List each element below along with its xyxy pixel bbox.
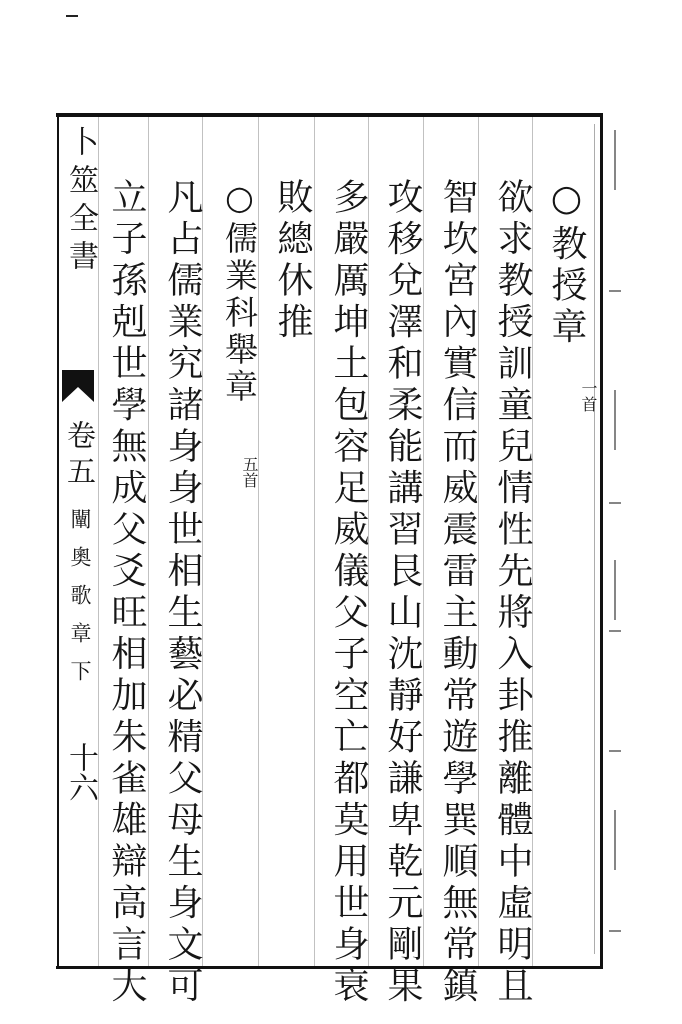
corner-mark bbox=[66, 15, 78, 17]
text-column: 敗總休推 bbox=[272, 178, 313, 344]
frame-right-border bbox=[600, 113, 603, 969]
column-divider bbox=[148, 117, 149, 966]
folio-number: 十六 bbox=[63, 742, 98, 802]
fish-tail-mark-icon bbox=[61, 368, 95, 404]
heading-note: 一首 bbox=[579, 380, 598, 412]
column-divider bbox=[314, 117, 315, 966]
text-column-heading: ○儒業科舉章 bbox=[220, 178, 259, 406]
text-column: 欲求教授訓童兒情性先將入卦推離體中虛明且 bbox=[492, 178, 533, 1008]
text-column: 多嚴厲坤土包容足威儀父子空亡都莫用世身衰 bbox=[328, 178, 369, 1008]
chapter-label: 闡奧歌章下 bbox=[68, 508, 92, 698]
frame-left-border bbox=[57, 113, 59, 969]
text-column: 凡占儒業究諸身身世相生藝必精父母生身文可 bbox=[162, 178, 203, 1008]
right-edge-marks bbox=[606, 110, 624, 970]
text-column-heading: ○教授章 bbox=[546, 178, 587, 349]
text-column: 立子孫剋世學無成父爻旺相加朱雀雄辯高言大 bbox=[106, 178, 147, 1008]
frame-top-border bbox=[56, 113, 602, 117]
text-column: 智坎宮內實信而威震雷主動常遊學巽順無常鎮 bbox=[437, 178, 478, 1008]
frame-right-inner-border bbox=[594, 124, 595, 954]
column-divider bbox=[98, 117, 99, 966]
book-title: 卜筮全書 bbox=[63, 126, 98, 278]
heading-note: 五首 bbox=[240, 456, 259, 488]
text-column: 攻移兌澤和柔能講習艮山沈靜好謙卑乾元剛果 bbox=[382, 178, 423, 1008]
volume-label: 卷五 bbox=[63, 420, 97, 492]
